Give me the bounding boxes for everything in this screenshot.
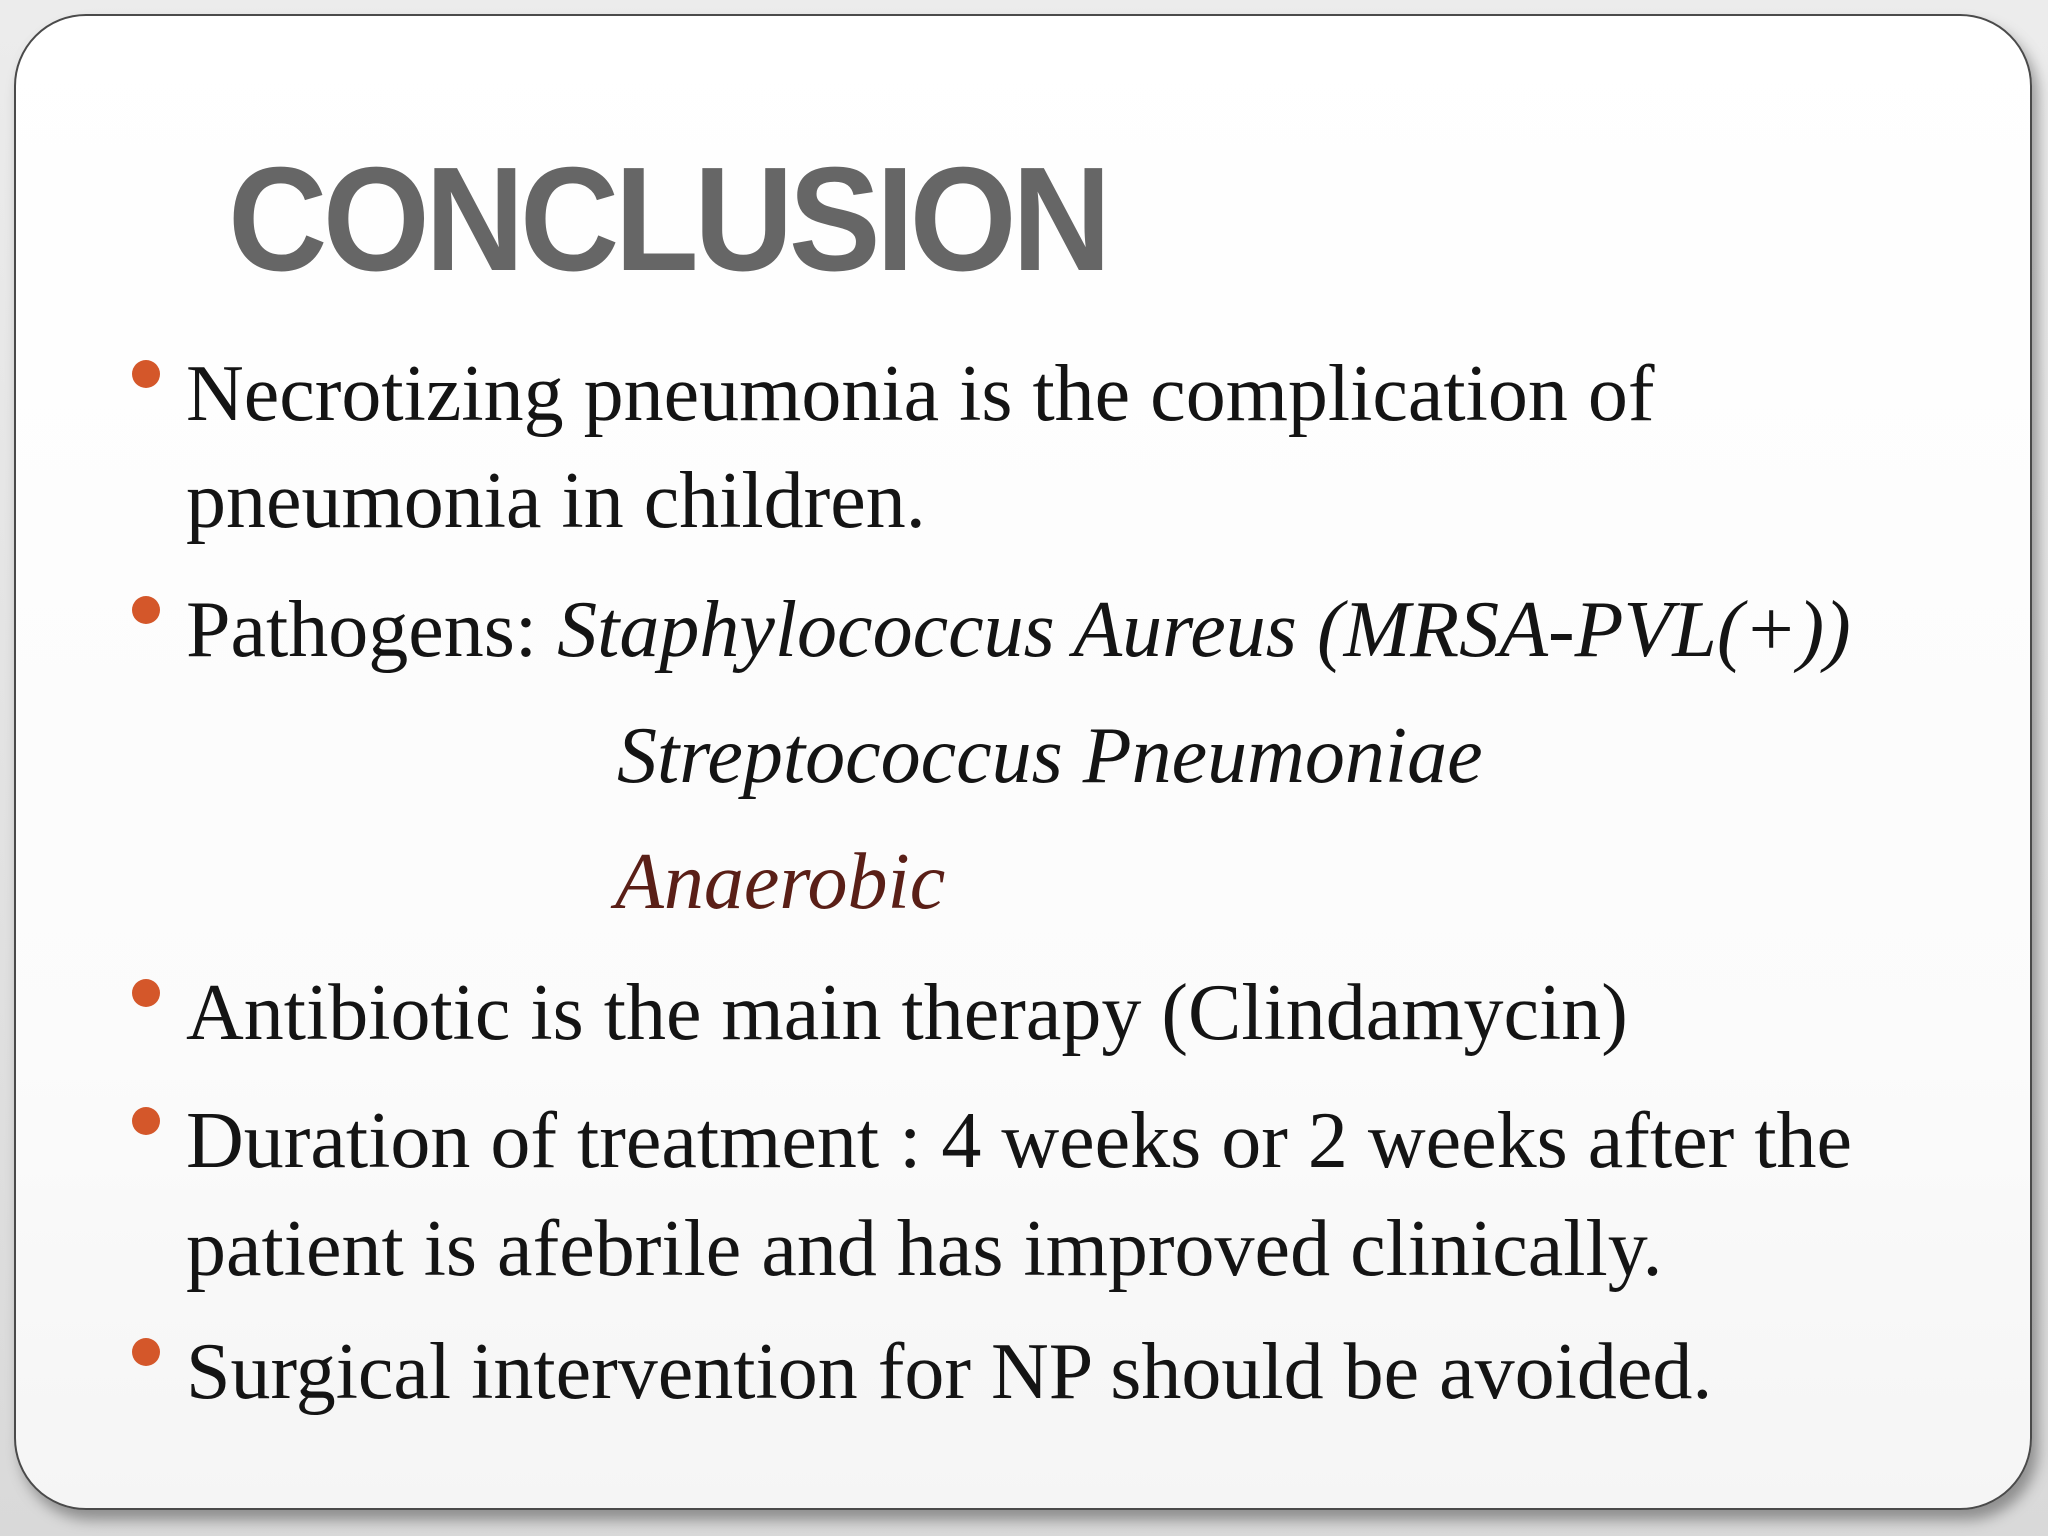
bullet-1-line-2: pneumonia in children.	[186, 457, 926, 545]
slide-body	[16, 16, 2030, 1508]
pathogens-label: Pathogens:	[186, 586, 558, 674]
bullet-4-line-2: patient is afebrile and has improved clinically.	[186, 1205, 1663, 1293]
pathogen-anaerobic: Anaerobic	[615, 838, 946, 926]
bullet-4-line-1: Duration of treatment : 4 weeks or 2 weeks after the	[186, 1097, 1853, 1185]
slide-card	[14, 14, 2032, 1510]
bullet-marker	[132, 1107, 160, 1135]
pathogen-staphylococcus: Staphylococcus Aureus (MRSA-PVL(+))	[557, 586, 1851, 674]
bullet-5-line-1: Surgical intervention for NP should be avoided.	[186, 1328, 1713, 1416]
bullet-2-line-1	[186, 586, 1851, 674]
bullet-marker	[132, 1338, 160, 1366]
pathogen-streptococcus: Streptococcus Pneumoniae	[617, 712, 1483, 800]
bullet-marker	[132, 979, 160, 1007]
bullet-marker	[132, 360, 160, 388]
bullet-marker	[132, 596, 160, 624]
bullet-1-line-1: Necrotizing pneumonia is the complication of	[186, 350, 1655, 438]
slide-title: CONCLUSION	[228, 137, 1107, 302]
bullet-3-line-1: Antibiotic is the main therapy (Clindamycin)	[186, 969, 1628, 1057]
